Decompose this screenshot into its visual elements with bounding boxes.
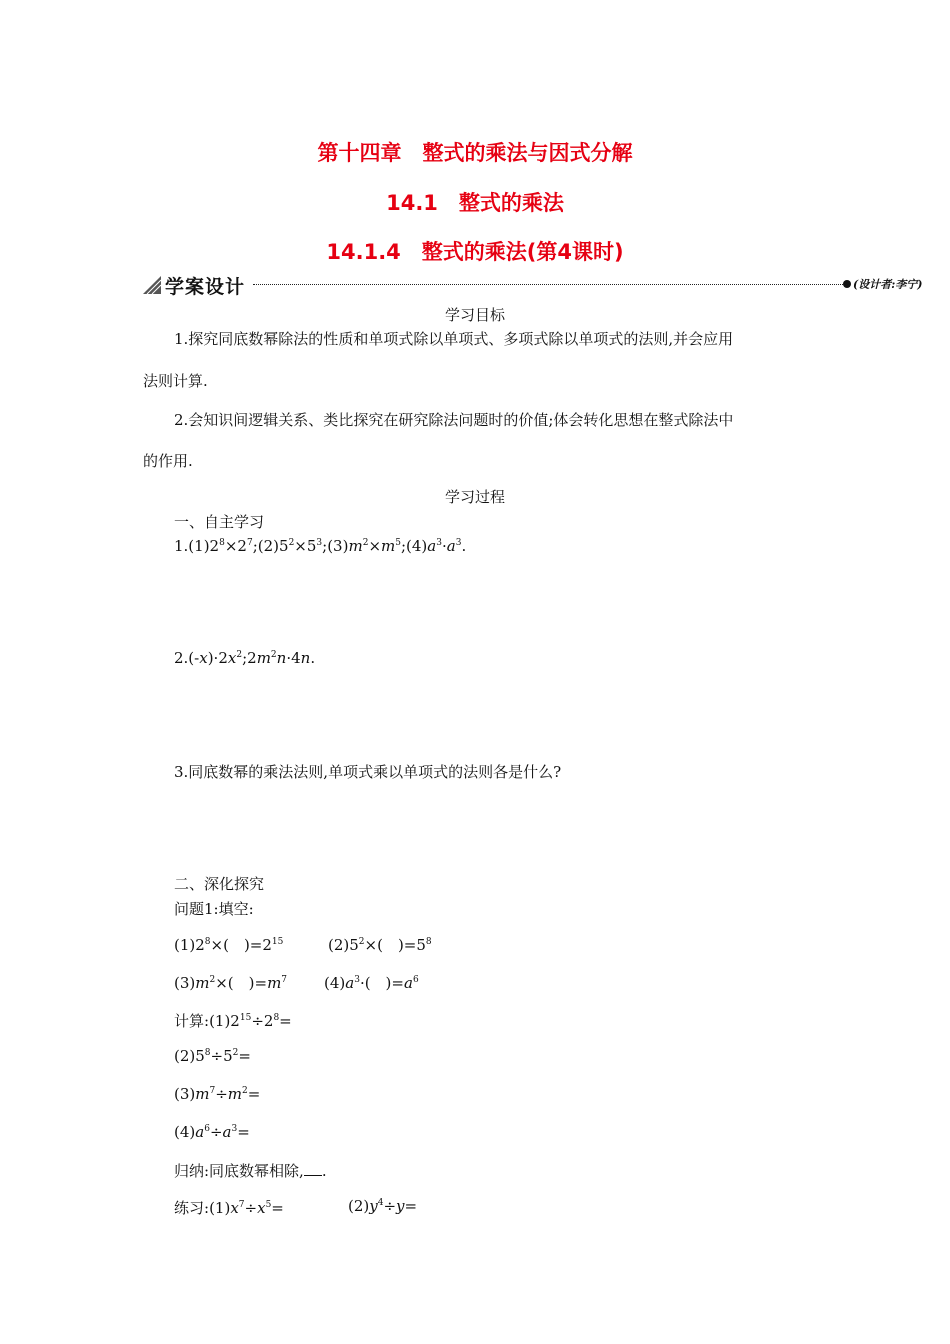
fill-1: $(1)2^8\times$( )$=2^{15}$ (174, 936, 284, 954)
calc-label: 计算: (174, 1012, 210, 1030)
part-1-heading: 一、自主学习 (174, 513, 265, 531)
goal-1-line-2: 法则计算. (143, 372, 208, 390)
fill-4: $(4)a^3\cdot$( )$=a^6$ (324, 974, 419, 992)
goal-2-line-1: 2.会知识间逻辑关系、类比探究在研究除法问题时的价值;体会转化思想在整式除法中 (174, 411, 734, 429)
dotted-divider (253, 284, 843, 285)
fill-3: $(3)m^2\times$( )$=m^7$ (174, 974, 288, 992)
goal-2-line-2: 的作用. (143, 452, 193, 470)
process-heading: 学习过程 (444, 488, 505, 506)
summary: 归纳:同底数幂相除, . (174, 1162, 327, 1180)
summary-blank[interactable] (304, 1161, 322, 1176)
goal-1-line-1: 1.探究同底数幂除法的性质和单项式除以单项式、多项式除以单项式的法则,并会应用 (174, 330, 734, 348)
question-1: $1.(1)2^8\times 2^7;(2)5^2\times 5^3;(3)m^2\times m^5;(4)a^3\cdot a^3$. (174, 537, 467, 555)
calc-3: $(3)m^7\div m^2=$ (174, 1085, 261, 1103)
fill-2: $(2)5^2\times$( )$=5^8$ (328, 936, 432, 954)
part-2-heading: 二、深化探究 (174, 875, 265, 893)
goals-heading: 学习目标 (444, 306, 505, 324)
problem-1: 问题1:填空: (174, 900, 254, 918)
chapter-title: 第十四章 整式的乘法与因式分解 (317, 141, 633, 165)
calc-4: $(4)a^6\div a^3=$ (174, 1123, 250, 1141)
calc-1: 计算$:(1)2^{15}\div 2^8=$ (174, 1012, 292, 1030)
calc-2: $(2)5^8\div 5^2=$ (174, 1047, 251, 1065)
practice-2: $(2)y^4\div y=$ (348, 1197, 418, 1215)
designer-credit: (设计者:李宁) (853, 278, 923, 291)
banner-label: 学案设计 (165, 276, 246, 298)
section-title: 14.1 整式的乘法 (386, 191, 564, 215)
design-banner (143, 272, 943, 298)
question-2: $2.(-x)\cdot 2x^2;2m^2n\cdot 4n$. (174, 649, 316, 667)
practice-1: 练习$:(1)x^7\div x^5=$ (174, 1199, 284, 1217)
bullet-dot (843, 280, 851, 288)
practice-label: 练习: (174, 1199, 210, 1217)
subsection-title: 14.1.4 整式的乘法(第4课时) (326, 240, 624, 264)
triangle-icon (143, 276, 161, 294)
question-3: 3.同底数幂的乘法法则,单项式乘以单项式的法则各是什么? (174, 763, 562, 781)
summary-text: 归纳:同底数幂相除, (174, 1162, 304, 1180)
